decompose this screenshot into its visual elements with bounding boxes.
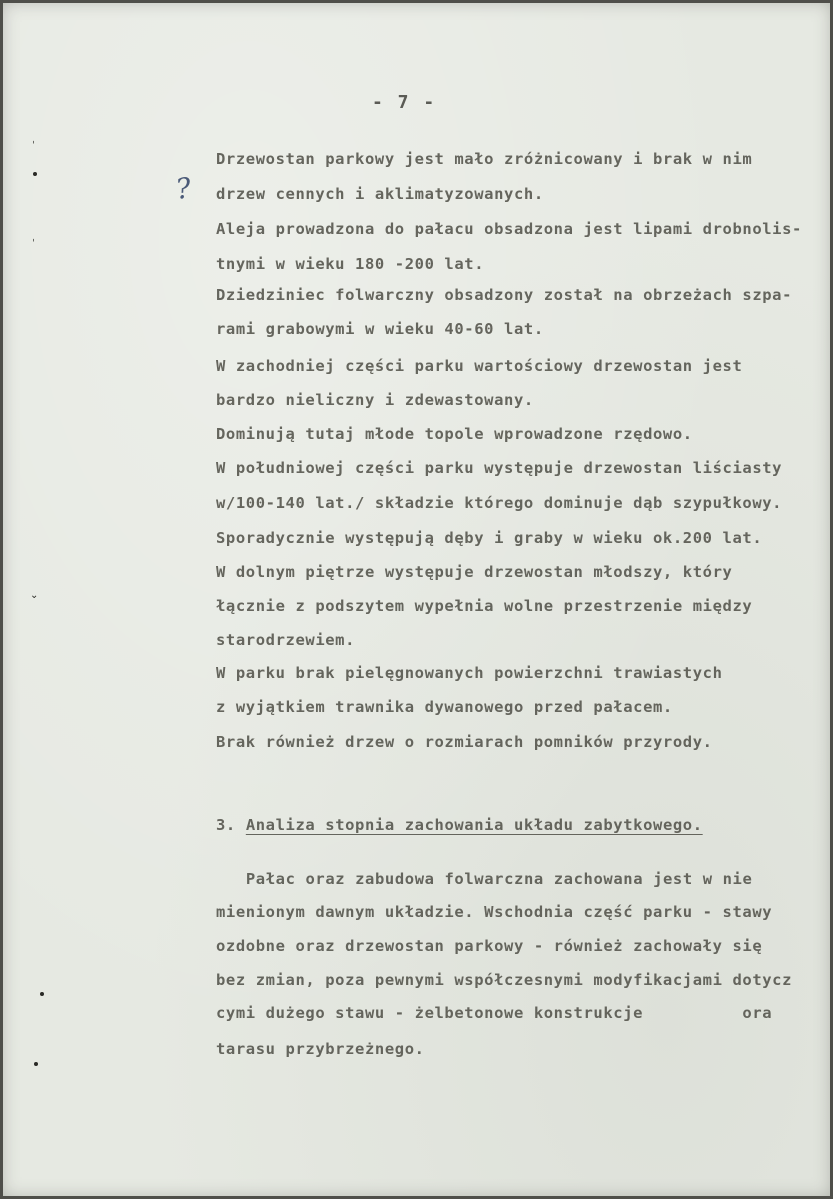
binding-hole-mark xyxy=(34,1062,38,1066)
body-line: starodrzewiem. xyxy=(216,631,356,649)
page-number: - 7 - xyxy=(372,92,437,113)
section-line: bez zmian, poza pewnymi współczesnymi modyfikacjami dotycz xyxy=(216,971,793,989)
handwritten-question-mark: ? xyxy=(173,171,194,206)
body-line: bardzo nieliczny i zdewastowany. xyxy=(216,391,534,409)
body-line: rami grabowymi w wieku 40-60 lat. xyxy=(216,320,544,338)
body-line: w/100-140 lat./ składzie którego dominuje dąb szypułkowy. xyxy=(216,494,783,512)
body-line: Brak również drzew o rozmiarach pomników przyrody. xyxy=(216,733,713,751)
section-line: mienionym dawnym układzie. Wschodnia część parku - stawy xyxy=(216,903,773,921)
body-line: W zachodniej części parku wartościowy drzewostan jest xyxy=(216,357,743,375)
binding-tick-mark: ˌ xyxy=(32,134,35,145)
body-line: W parku brak pielęgnowanych powierzchni trawiastych xyxy=(216,664,723,682)
body-line: W południowej części parku występuje drzewostan liściasty xyxy=(216,459,783,477)
section-line: tarasu przybrzeżnego. xyxy=(216,1040,425,1058)
body-line: Aleja prowadzona do pałacu obsadzona jest lipami drobnolis- xyxy=(216,220,802,238)
body-line: łącznie z podszytem wypełnia wolne przestrzenie między xyxy=(216,597,753,615)
body-line: drzew cennych i aklimatyzowanych. xyxy=(216,185,544,203)
section-line: ozdobne oraz drzewostan parkowy - również zachowały się xyxy=(216,937,763,955)
binding-tick-mark: ⌄ xyxy=(30,590,39,601)
section-title: Analiza stopnia zachowania układu zabytkowego. xyxy=(245,816,703,834)
body-line: Dziedziniec folwarczny obsadzony został na obrzeżach szpa- xyxy=(216,286,793,304)
section-number: 3. xyxy=(216,816,236,834)
body-line: Sporadycznie występują dęby i graby w wieku ok.200 lat. xyxy=(216,529,763,547)
section-line: Pałac oraz zabudowa folwarczna zachowana jest w nie xyxy=(226,870,753,888)
section-line: cymi dużego stawu - żelbetonowe konstrukcje ora xyxy=(216,1004,773,1022)
body-line: Drzewostan parkowy jest mało zróżnicowany i brak w nim xyxy=(216,150,753,168)
body-line: Dominują tutaj młode topole wprowadzone rzędowo. xyxy=(216,425,693,443)
binding-hole-mark xyxy=(33,172,37,176)
body-line: z wyjątkiem trawnika dywanowego przed pałacem. xyxy=(216,698,673,716)
body-line: W dolnym piętrze występuje drzewostan młodszy, który xyxy=(216,563,733,581)
binding-hole-mark xyxy=(40,992,44,996)
body-line: tnymi w wieku 180 -200 lat. xyxy=(216,255,485,273)
binding-tick-mark: ˌ xyxy=(32,232,35,243)
section-heading xyxy=(216,816,703,834)
